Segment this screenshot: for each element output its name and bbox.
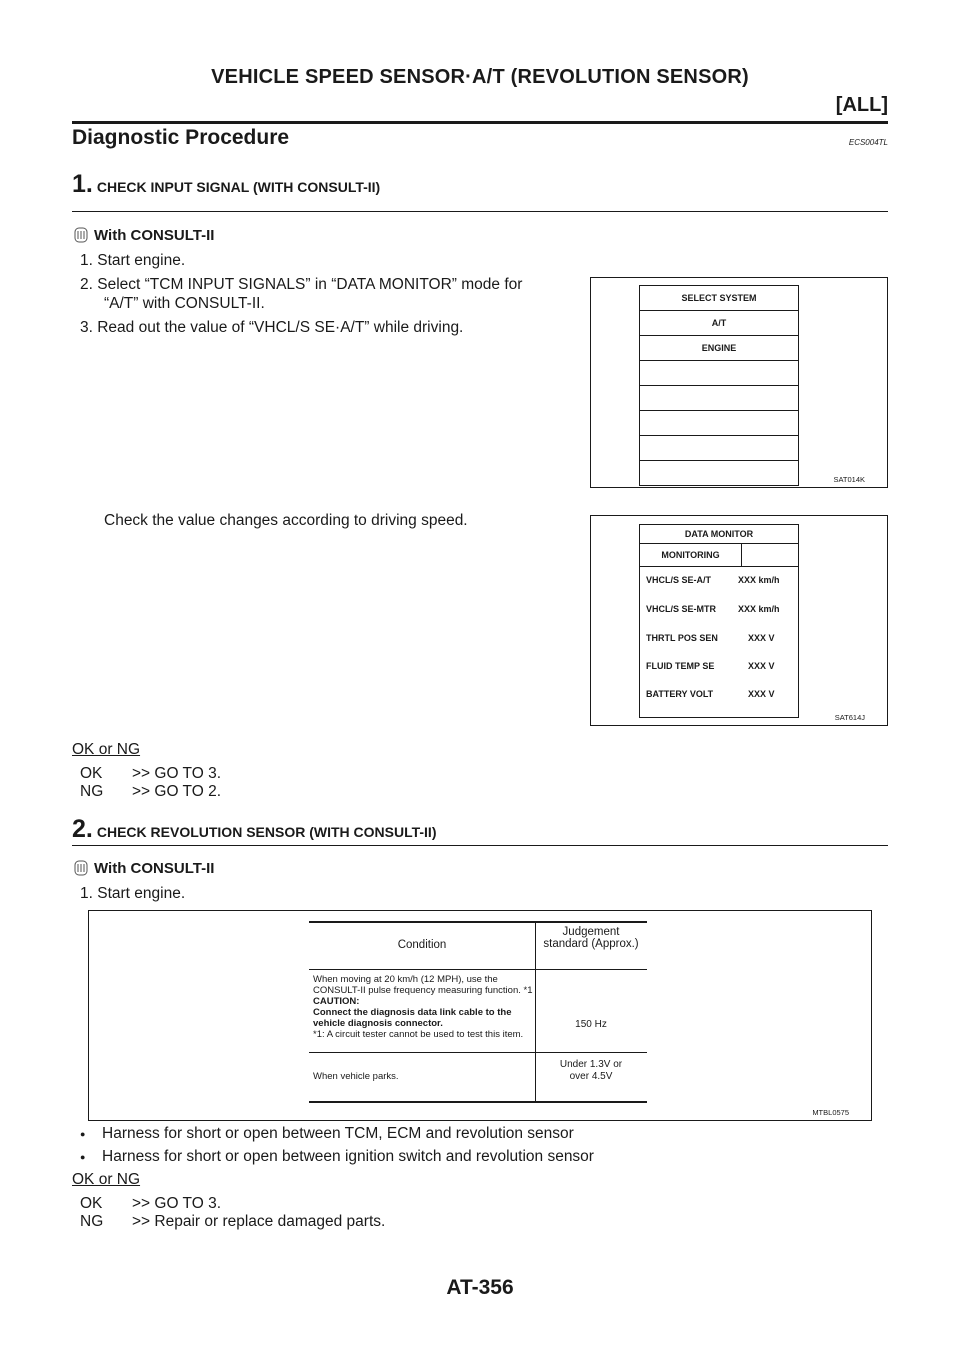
step-1-line-2-cont: “A/T” with CONSULT-II. xyxy=(104,295,265,312)
table-row-2-condition: When vehicle parks. xyxy=(313,1071,399,1082)
figure-data-monitor xyxy=(590,515,888,726)
step-1-number: 1. xyxy=(72,170,93,198)
data-monitor-row: VHCL/S SE-MTR XXX km/h xyxy=(646,604,780,614)
select-system-item xyxy=(640,386,798,411)
section-code: ECS004TL xyxy=(848,138,888,147)
step-2-title: CHECK REVOLUTION SENSOR (WITH CONSULT-II) xyxy=(96,824,437,840)
select-system-title: SELECT SYSTEM xyxy=(640,286,798,311)
step-1-rule xyxy=(72,211,888,212)
consult-indicator xyxy=(72,226,214,244)
page-header-tag: [ALL] xyxy=(835,94,888,116)
figure-select-system xyxy=(590,277,888,488)
step-1-okng-label: OK or NG xyxy=(72,741,141,758)
page-header-title: VEHICLE SPEED SENSOR·A/T (REVOLUTION SENSOR) xyxy=(211,66,749,88)
step-2-rule xyxy=(72,845,888,846)
data-monitor-monitoring-label: MONITORING xyxy=(640,544,742,566)
consult-indicator xyxy=(72,859,214,877)
data-monitor-screen xyxy=(639,524,799,718)
data-monitor-row: BATTERY VOLT XXX V xyxy=(646,689,775,699)
data-monitor-title: DATA MONITOR xyxy=(640,525,798,544)
step-1-line-3: 3. Read out the value of “VHCL/S SE·A/T” while driving. xyxy=(80,319,464,336)
step-2-result-ok: OK >> GO TO 3. xyxy=(80,1195,222,1212)
step-2-number: 2. xyxy=(72,815,93,843)
select-system-item xyxy=(640,461,798,485)
step-2-heading xyxy=(72,815,436,844)
select-system-item xyxy=(640,361,798,386)
page-number: AT-356 xyxy=(446,1276,514,1299)
step-1-line-1: 1. Start engine. xyxy=(80,252,186,269)
table-header-condition: Condition xyxy=(397,939,447,951)
select-system-item xyxy=(640,411,798,436)
table-top-rule xyxy=(309,921,647,923)
figure-code: SAT014K xyxy=(833,475,865,484)
consult-label: With CONSULT-II xyxy=(94,859,215,877)
step-2-okng-label: OK or NG xyxy=(72,1171,141,1188)
table-column-divider xyxy=(535,921,536,1103)
table-row-rule xyxy=(309,1052,647,1053)
data-monitor-monitoring-bar xyxy=(640,544,798,567)
figure-code: SAT614J xyxy=(834,713,865,722)
step-2-result-ng: NG >> Repair or replace damaged parts. xyxy=(80,1213,386,1230)
table-bottom-rule xyxy=(309,1101,647,1103)
select-system-item xyxy=(640,436,798,461)
data-monitor-row: VHCL/S SE-A/T XXX km/h xyxy=(646,575,780,585)
step-1-result-ng: NG >> GO TO 2. xyxy=(80,783,222,800)
step-1-check-text: Check the value changes according to driving speed. xyxy=(104,512,468,529)
table-header-rule xyxy=(309,969,647,970)
step-1-title: CHECK INPUT SIGNAL (WITH CONSULT-II) xyxy=(96,179,381,195)
data-monitor-row: THRTL POS SEN XXX V xyxy=(646,633,775,643)
table-row-1-value: 150 Hz xyxy=(575,1019,607,1030)
select-system-item[interactable]: A/T xyxy=(640,311,798,336)
consult-tool-icon xyxy=(72,226,90,244)
select-system-item[interactable]: ENGINE xyxy=(640,336,798,361)
consult-tool-icon xyxy=(72,859,90,877)
select-system-screen xyxy=(639,285,799,486)
header-rule xyxy=(72,121,888,124)
consult-label: With CONSULT-II xyxy=(94,226,215,244)
step-2-line-1: 1. Start engine. xyxy=(80,885,186,902)
table-row-2-value: Under 1.3V or over 4.5V xyxy=(559,1059,623,1082)
table-row-1-condition: When moving at 20 km/h (12 MPH), use the CONSULT-II pulse frequency measuring function. *1 CAUTION: Connect the diagnosis data link cable to the vehicle diagnosis connector. *1: A circuit tester cannot be used to test this item. xyxy=(313,974,533,1040)
figure-code: MTBL0575 xyxy=(812,1108,849,1117)
data-monitor-row: FLUID TEMP SE XXX V xyxy=(646,661,775,671)
step-1-result-ok: OK >> GO TO 3. xyxy=(80,765,222,782)
table-header-judgement: Judgement standard (Approx.) xyxy=(543,926,639,950)
section-title: Diagnostic Procedure xyxy=(72,126,290,149)
step-1-heading xyxy=(72,170,380,199)
figure-judgement-table xyxy=(88,910,872,1121)
step-1-line-2: 2. Select “TCM INPUT SIGNALS” in “DATA MONITOR” mode for xyxy=(80,276,523,293)
